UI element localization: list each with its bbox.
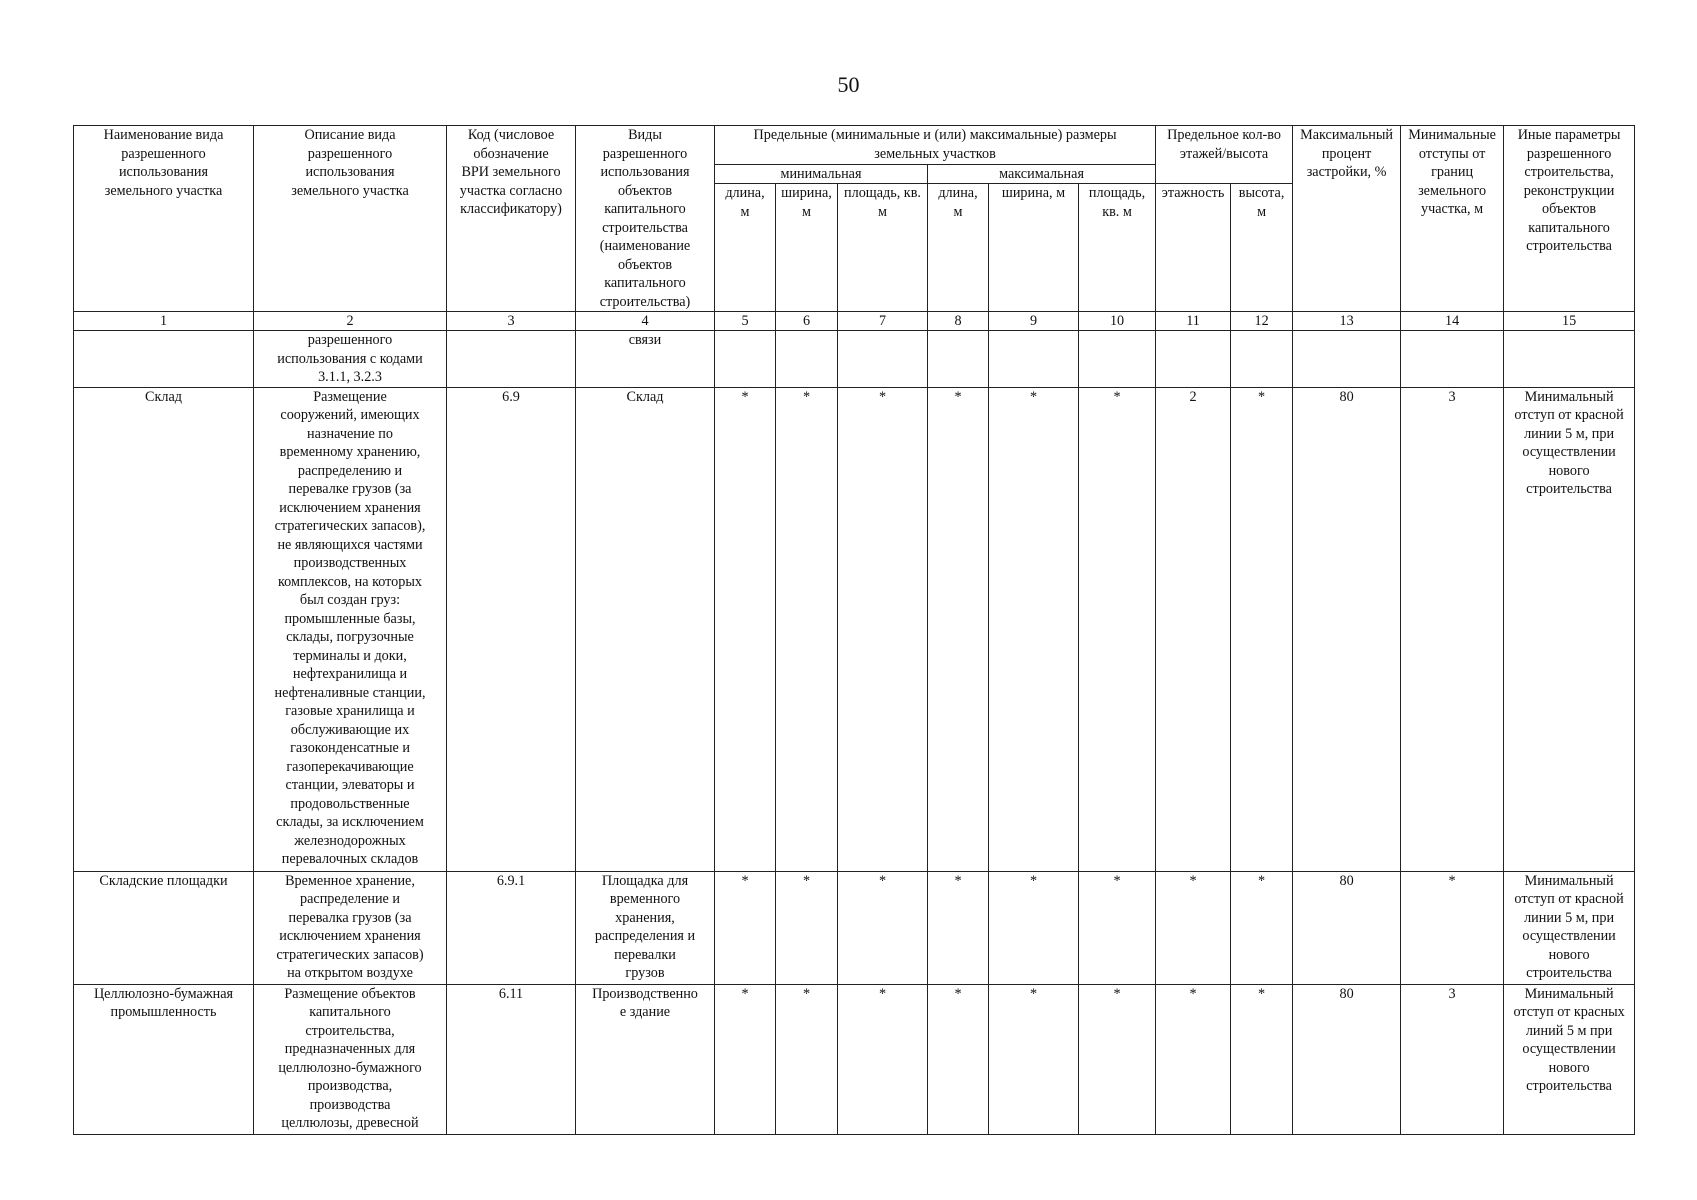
cell-min-length: *	[715, 871, 776, 984]
cell-other	[1504, 331, 1635, 388]
cell-max-length	[928, 331, 989, 388]
cell-types: Производственно е здание	[576, 984, 715, 1134]
header-min-length: длина, м	[715, 184, 776, 312]
cell-build-percent: 80	[1293, 984, 1401, 1134]
header-max-width: ширина, м	[989, 184, 1079, 312]
cell-floors	[1156, 331, 1231, 388]
cell-min-area: *	[838, 871, 928, 984]
cell-setback: 3	[1401, 387, 1504, 871]
column-number: 1	[74, 312, 254, 331]
cell-other: Минимальный отступ от красной линии 5 м, при осуществлении нового строительства	[1504, 871, 1635, 984]
cell-max-area: *	[1079, 871, 1156, 984]
cell-name: Складские площадки	[74, 871, 254, 984]
header-other-parameters: Иные параметры разрешенного строительства, реконструкции объектов капитального строительства	[1504, 126, 1635, 312]
cell-name: Склад	[74, 387, 254, 871]
cell-description: разрешенного использования с кодами 3.1.1, 3.2.3	[254, 331, 447, 388]
header-floors: этажность	[1156, 184, 1231, 312]
header-max-area: площадь, кв. м	[1079, 184, 1156, 312]
table-row	[74, 984, 1635, 1134]
column-number: 4	[576, 312, 715, 331]
cell-description: Временное хранение, распределение и перевалка грузов (за исключением хранения стратегических запасов) на открытом воздухе	[254, 871, 447, 984]
cell-min-width: *	[776, 871, 838, 984]
header-land-use-name: Наименование вида разрешенного использования земельного участка	[74, 126, 254, 312]
cell-height: *	[1231, 871, 1293, 984]
header-maximum-group: максимальная	[928, 164, 1156, 184]
regulations-table	[73, 125, 1635, 1135]
cell-max-width: *	[989, 871, 1079, 984]
table-row	[74, 387, 1635, 871]
column-number: 14	[1401, 312, 1504, 331]
cell-max-area: *	[1079, 984, 1156, 1134]
cell-floors: *	[1156, 984, 1231, 1134]
cell-other: Минимальный отступ от красных линий 5 м при осуществлении нового строительства	[1504, 984, 1635, 1134]
cell-types: Склад	[576, 387, 715, 871]
column-number: 15	[1504, 312, 1635, 331]
column-number: 7	[838, 312, 928, 331]
table-row	[74, 871, 1635, 984]
cell-max-length: *	[928, 871, 989, 984]
column-number: 13	[1293, 312, 1401, 331]
column-number: 2	[254, 312, 447, 331]
header-height: высота, м	[1231, 184, 1293, 312]
cell-max-length: *	[928, 984, 989, 1134]
cell-min-width	[776, 331, 838, 388]
column-number: 12	[1231, 312, 1293, 331]
cell-code: 6.9.1	[447, 871, 576, 984]
cell-name	[74, 331, 254, 388]
cell-other: Минимальный отступ от красной линии 5 м, при осуществлении нового строительства	[1504, 387, 1635, 871]
column-number-row	[74, 312, 1635, 331]
header-capital-construction-types: Виды разрешенного использования объектов капитального строительства (наименование объектов капитального строительства)	[576, 126, 715, 312]
header-min-setbacks: Минимальные отступы от границ земельного участка, м	[1401, 126, 1504, 312]
header-min-width: ширина, м	[776, 184, 838, 312]
header-land-use-description: Описание вида разрешенного использования земельного участка	[254, 126, 447, 312]
cell-max-width: *	[989, 984, 1079, 1134]
header-max-length: длина, м	[928, 184, 989, 312]
column-number: 5	[715, 312, 776, 331]
cell-code	[447, 331, 576, 388]
column-number: 8	[928, 312, 989, 331]
column-number: 6	[776, 312, 838, 331]
header-plot-size-limits: Предельные (минимальные и (или) максимальные) размеры земельных участков	[715, 126, 1156, 165]
cell-min-width: *	[776, 984, 838, 1134]
cell-max-length: *	[928, 387, 989, 871]
cell-min-width: *	[776, 387, 838, 871]
cell-height	[1231, 331, 1293, 388]
cell-name: Целлюлозно-бумажная промышленность	[74, 984, 254, 1134]
cell-build-percent	[1293, 331, 1401, 388]
cell-floors: 2	[1156, 387, 1231, 871]
cell-types: связи	[576, 331, 715, 388]
column-number: 11	[1156, 312, 1231, 331]
cell-build-percent: 80	[1293, 871, 1401, 984]
header-code: Код (числовое обозначение ВРИ земельного участка согласно классификатору)	[447, 126, 576, 312]
column-number: 3	[447, 312, 576, 331]
cell-types: Площадка для временного хранения, распределения и перевалки грузов	[576, 871, 715, 984]
header-max-build-percent: Максимальный процент застройки, %	[1293, 126, 1401, 312]
cell-min-length: *	[715, 387, 776, 871]
cell-build-percent: 80	[1293, 387, 1401, 871]
cell-setback: *	[1401, 871, 1504, 984]
cell-floors: *	[1156, 871, 1231, 984]
cell-description: Размещение объектов капитального строительства, предназначенных для целлюлозно-бумажного производства, производства целлюлозы, древесной	[254, 984, 447, 1134]
column-number: 10	[1079, 312, 1156, 331]
cell-min-area: *	[838, 984, 928, 1134]
cell-min-area: *	[838, 387, 928, 871]
column-number: 9	[989, 312, 1079, 331]
page-number: 50	[837, 72, 860, 97]
table-row	[74, 331, 1635, 388]
cell-max-width	[989, 331, 1079, 388]
cell-min-length: *	[715, 984, 776, 1134]
cell-min-area	[838, 331, 928, 388]
cell-min-length	[715, 331, 776, 388]
cell-max-area: *	[1079, 387, 1156, 871]
cell-max-width: *	[989, 387, 1079, 871]
header-floors-height: Предельное кол-во этажей/высота	[1156, 126, 1293, 184]
cell-setback	[1401, 331, 1504, 388]
cell-height: *	[1231, 387, 1293, 871]
cell-description: Размещение сооружений, имеющих назначение по временному хранению, распределению и перевалке грузов (за исключением хранения стратегических запасов), не являющихся частями производственных комплексов, на которых был создан груз: промышленные базы, склады, погрузочные терминалы и доки, нефтехранилища и нефтеналивные станции, газовые хранилища и обслуживающие их газоконденсатные и газоперекачивающие станции, элеваторы и продовольственные склады, за исключением железнодорожных перевалочных складов	[254, 387, 447, 871]
cell-setback: 3	[1401, 984, 1504, 1134]
header-minimum-group: минимальная	[715, 164, 928, 184]
cell-height: *	[1231, 984, 1293, 1134]
cell-code: 6.9	[447, 387, 576, 871]
cell-max-area	[1079, 331, 1156, 388]
cell-code: 6.11	[447, 984, 576, 1134]
header-min-area: площадь, кв. м	[838, 184, 928, 312]
